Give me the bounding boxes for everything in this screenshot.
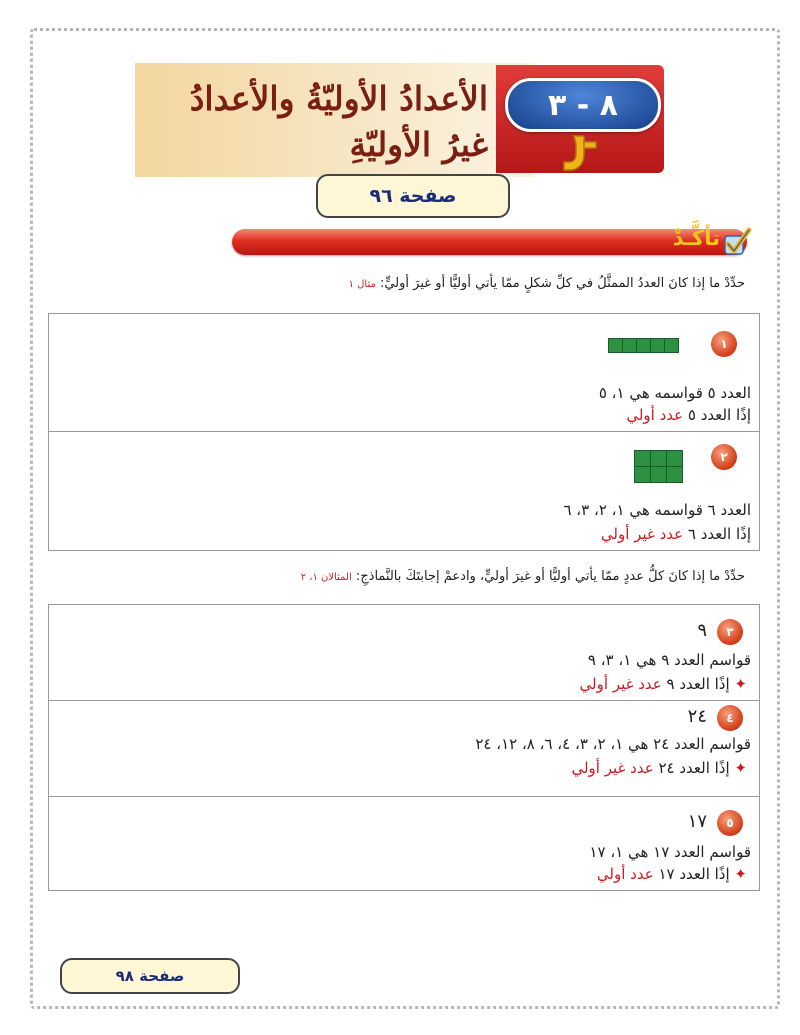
exercise-3-answer: عدد غير أولي — [579, 675, 662, 693]
exercise-1-divisors: العدد ٥ قواسمه هي ١، ٥ — [598, 384, 751, 402]
page-reference-bottom-label: صفحة ٩٨ — [115, 967, 185, 985]
checkmark-icon — [722, 226, 752, 258]
lesson-title-line2: غيرُ الأوليّةِ — [349, 125, 488, 164]
exercise-box-1 — [48, 313, 760, 432]
hook-icon — [558, 132, 604, 176]
exercise-4-answer: عدد غير أولي — [571, 759, 654, 777]
exercise-1-conclusion-prefix: إذًا العدد ٥ — [687, 406, 751, 424]
exercise-number-4: ٤ — [717, 705, 743, 731]
exercise-5-divisors: قواسم العدد ١٧ هي ١، ١٧ — [589, 843, 751, 861]
bullet-icon: ✦ — [734, 675, 747, 693]
page-reference-top — [316, 174, 510, 218]
exercise-number-5: ٥ — [717, 810, 743, 836]
exercise-4-divisors: قواسم العدد ٢٤ هي ١، ٢، ٣، ٤، ٦، ٨، ١٢، ٢٤ — [475, 735, 751, 753]
section-banner-label: تأكَّـدْ — [672, 226, 720, 250]
lesson-number: ٨ - ٣ — [548, 87, 618, 123]
exercise-4-conclusion — [571, 759, 747, 777]
exercise-3-divisors: قواسم العدد ٩ هي ١، ٣، ٩ — [587, 651, 751, 669]
instruction-1 — [349, 276, 745, 291]
instruction-2-ref: المثالان ١، ٢ — [300, 572, 352, 583]
exercise-number-2: ٢ — [711, 444, 737, 470]
instruction-2-text: حدِّدْ ما إذا كانَ كلُّ عددٍ ممّا يأتي أوليًّا أو غيرَ أوليٍّ، وادعمْ إجابتَكَ بالنَّماذجِ: — [355, 569, 745, 584]
exercise-5-value: ١٧ — [687, 811, 707, 832]
exercise-1-conclusion — [626, 406, 751, 424]
bullet-icon: ✦ — [734, 759, 747, 777]
exercise-box-2 — [48, 431, 760, 551]
exercise-1-answer: عدد أولي — [626, 406, 684, 424]
bullet-icon: ✦ — [734, 865, 747, 883]
exercise-number-3: ٣ — [717, 619, 743, 645]
exercise-number-1: ١ — [711, 331, 737, 357]
rectangle-6-figure — [634, 450, 683, 483]
exercise-2-conclusion — [601, 525, 751, 543]
exercise-3-value: ٩ — [697, 620, 707, 641]
exercise-box-3 — [48, 604, 760, 701]
exercise-2-divisors: العدد ٦ قواسمه هي ١، ٢، ٣، ٦ — [563, 501, 751, 519]
exercise-2-answer: عدد غير أولي — [600, 525, 684, 543]
exercise-3-conclusion — [580, 675, 747, 693]
exercise-box-5 — [48, 796, 760, 891]
instruction-1-text: حدِّدْ ما إذا كانَ العددُ الممثَّلُ في كلِّ شكلٍ ممّا يأتي أوليًّا أو غيرَ أوليٍّ: — [379, 276, 745, 291]
lesson-title — [140, 76, 488, 168]
exercise-5-answer: عدد أولي — [596, 865, 654, 883]
page-reference-top-label: صفحة ٩٦ — [369, 185, 457, 207]
exercise-4-value: ٢٤ — [687, 706, 707, 727]
page-reference-bottom — [60, 958, 240, 994]
instruction-1-ref: مثال ١ — [348, 279, 376, 290]
exercise-2-conclusion-prefix: إذًا العدد ٦ — [687, 525, 751, 543]
exercise-5-conclusion-prefix: إذًا العدد ١٧ — [658, 865, 730, 883]
rectangle-5-figure — [608, 338, 679, 353]
lesson-number-badge — [505, 78, 661, 132]
exercise-4-conclusion-prefix: إذًا العدد ٢٤ — [658, 759, 730, 777]
lesson-title-line1: الأعدادُ الأوليّةُ والأعدادُ — [189, 79, 488, 118]
instruction-2 — [301, 569, 745, 584]
exercise-3-conclusion-prefix: إذًا العدد ٩ — [666, 675, 730, 693]
exercise-box-4 — [48, 700, 760, 797]
exercise-5-conclusion — [597, 865, 747, 883]
